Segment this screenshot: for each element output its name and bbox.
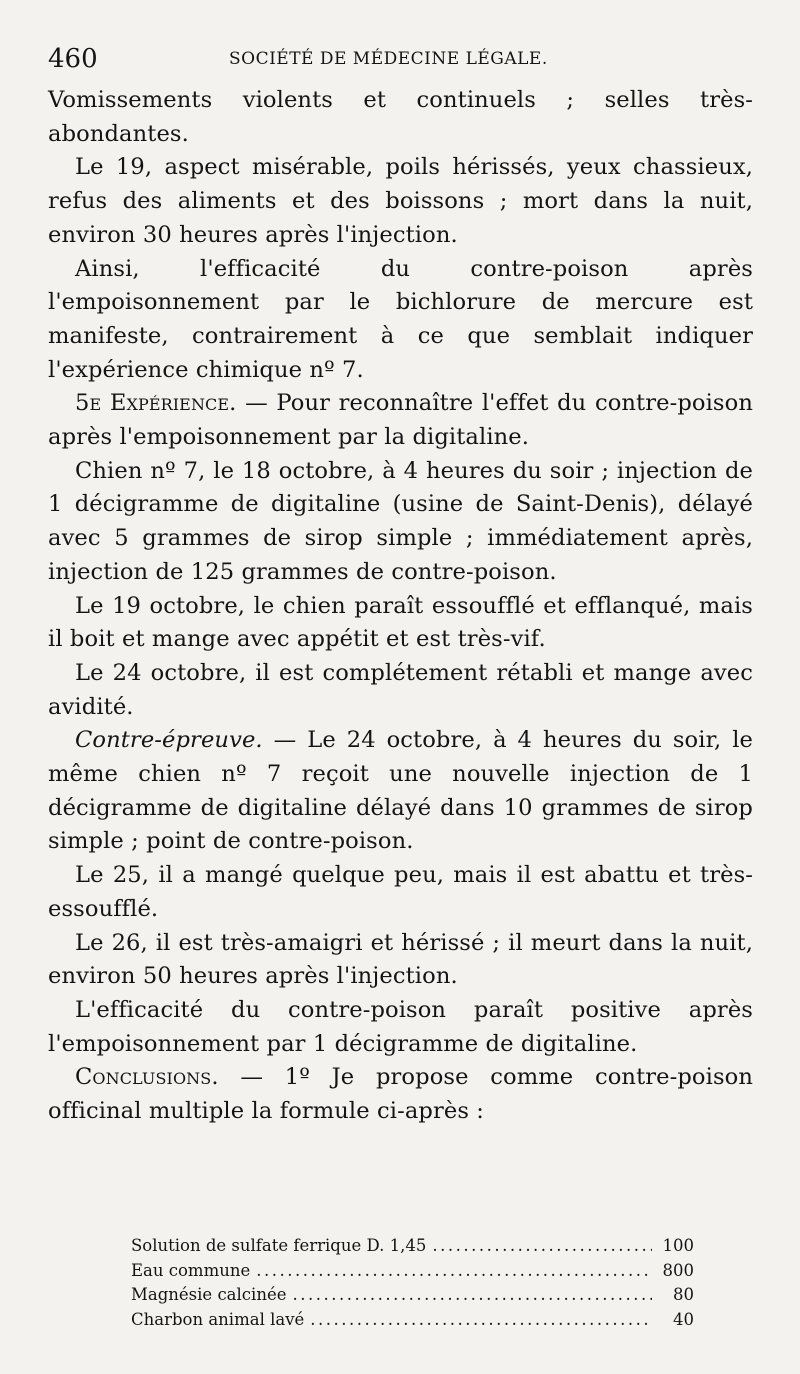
paragraph: Ainsi, l'efficacité du contre-poison après l'empoisonnement par le bichlorure de mercure est manifeste, contrairement à ce que semblait indiquer l'expérience chimique nº 7. xyxy=(48,255,753,383)
paragraph: Le 25, il a mangé quelque peu, mais il est abattu et très-essoufflé. xyxy=(48,862,753,922)
counter-test-heading: Contre-épreuve. xyxy=(75,727,263,754)
paragraph xyxy=(48,1061,753,1128)
dot-leader xyxy=(256,1259,652,1284)
conclusions-heading: Conclusions. xyxy=(75,1064,219,1091)
ingredient-quantity: 80 xyxy=(673,1285,694,1304)
ingredient-name: Charbon animal lavé xyxy=(131,1309,305,1329)
dot-leader xyxy=(432,1234,652,1259)
paragraph-text: — 1º Je propose comme contre-poison officinal multiple la formule ci-après : xyxy=(48,1064,753,1125)
formula-row xyxy=(131,1283,694,1308)
paragraph: Vomissements violents et continuels ; selles très-abondantes. xyxy=(48,87,753,147)
page-header xyxy=(48,44,753,78)
paragraph: Le 19 octobre, le chien paraît essoufflé et efflanqué, mais il boit et mange avec appétit et est très-vif. xyxy=(48,592,753,653)
ingredient-name: Eau commune xyxy=(131,1260,251,1280)
paragraph: Chien nº 7, le 18 octobre, à 4 heures du soir ; injection de 1 décigramme de digitaline (usine de Saint-Denis), délayé avec 5 grammes de sirop simple ; immédiatement après, injection de 125 grammes de contre-poison. xyxy=(48,457,753,585)
experiment-heading: 5e Expérience. xyxy=(75,390,237,417)
paragraph xyxy=(48,724,753,859)
dot-leader xyxy=(310,1308,652,1333)
paragraph: Le 24 octobre, il est complétement rétabli et mange avec avidité. xyxy=(48,659,753,720)
paragraph: L'efficacité du contre-poison paraît positive après l'empoisonnement par 1 décigramme de digitaline. xyxy=(48,996,753,1057)
ingredient-quantity: 800 xyxy=(662,1260,694,1280)
ingredient-name: Magnésie calcinée xyxy=(131,1285,287,1304)
formula-table xyxy=(131,1234,694,1332)
ingredient-name: Solution de sulfate ferrique D. 1,45 xyxy=(131,1236,427,1255)
formula-row xyxy=(131,1259,694,1284)
body-text xyxy=(48,84,753,1129)
paragraph-text: — Pour reconnaître l'effet du contre-poison après l'empoisonnement par la digitaline. xyxy=(48,390,753,451)
paragraph: Le 26, il est très-amaigri et hérissé ; il meurt dans la nuit, environ 50 heures après l'injection. xyxy=(48,929,753,990)
ingredient-quantity: 100 xyxy=(662,1236,694,1255)
ingredient-quantity: 40 xyxy=(673,1309,694,1329)
formula-row xyxy=(131,1234,694,1259)
formula-row xyxy=(131,1308,694,1333)
page-number: 460 xyxy=(48,44,98,74)
paragraph xyxy=(48,387,753,454)
running-head: SOCIÉTÉ DE MÉDECINE LÉGALE. xyxy=(229,49,548,69)
paragraph: Le 19, aspect misérable, poils hérissés, yeux chassieux, refus des aliments et des boissons ; mort dans la nuit, environ 30 heures après l'injection. xyxy=(48,154,753,248)
paragraph-text: — Le 24 octobre, à 4 heures du soir, le même chien nº 7 reçoit une nouvelle injection de 1 décigramme de digitaline délayé dans 10 grammes de sirop simple ; point de contre-poison. xyxy=(48,727,753,855)
dot-leader xyxy=(292,1283,652,1308)
